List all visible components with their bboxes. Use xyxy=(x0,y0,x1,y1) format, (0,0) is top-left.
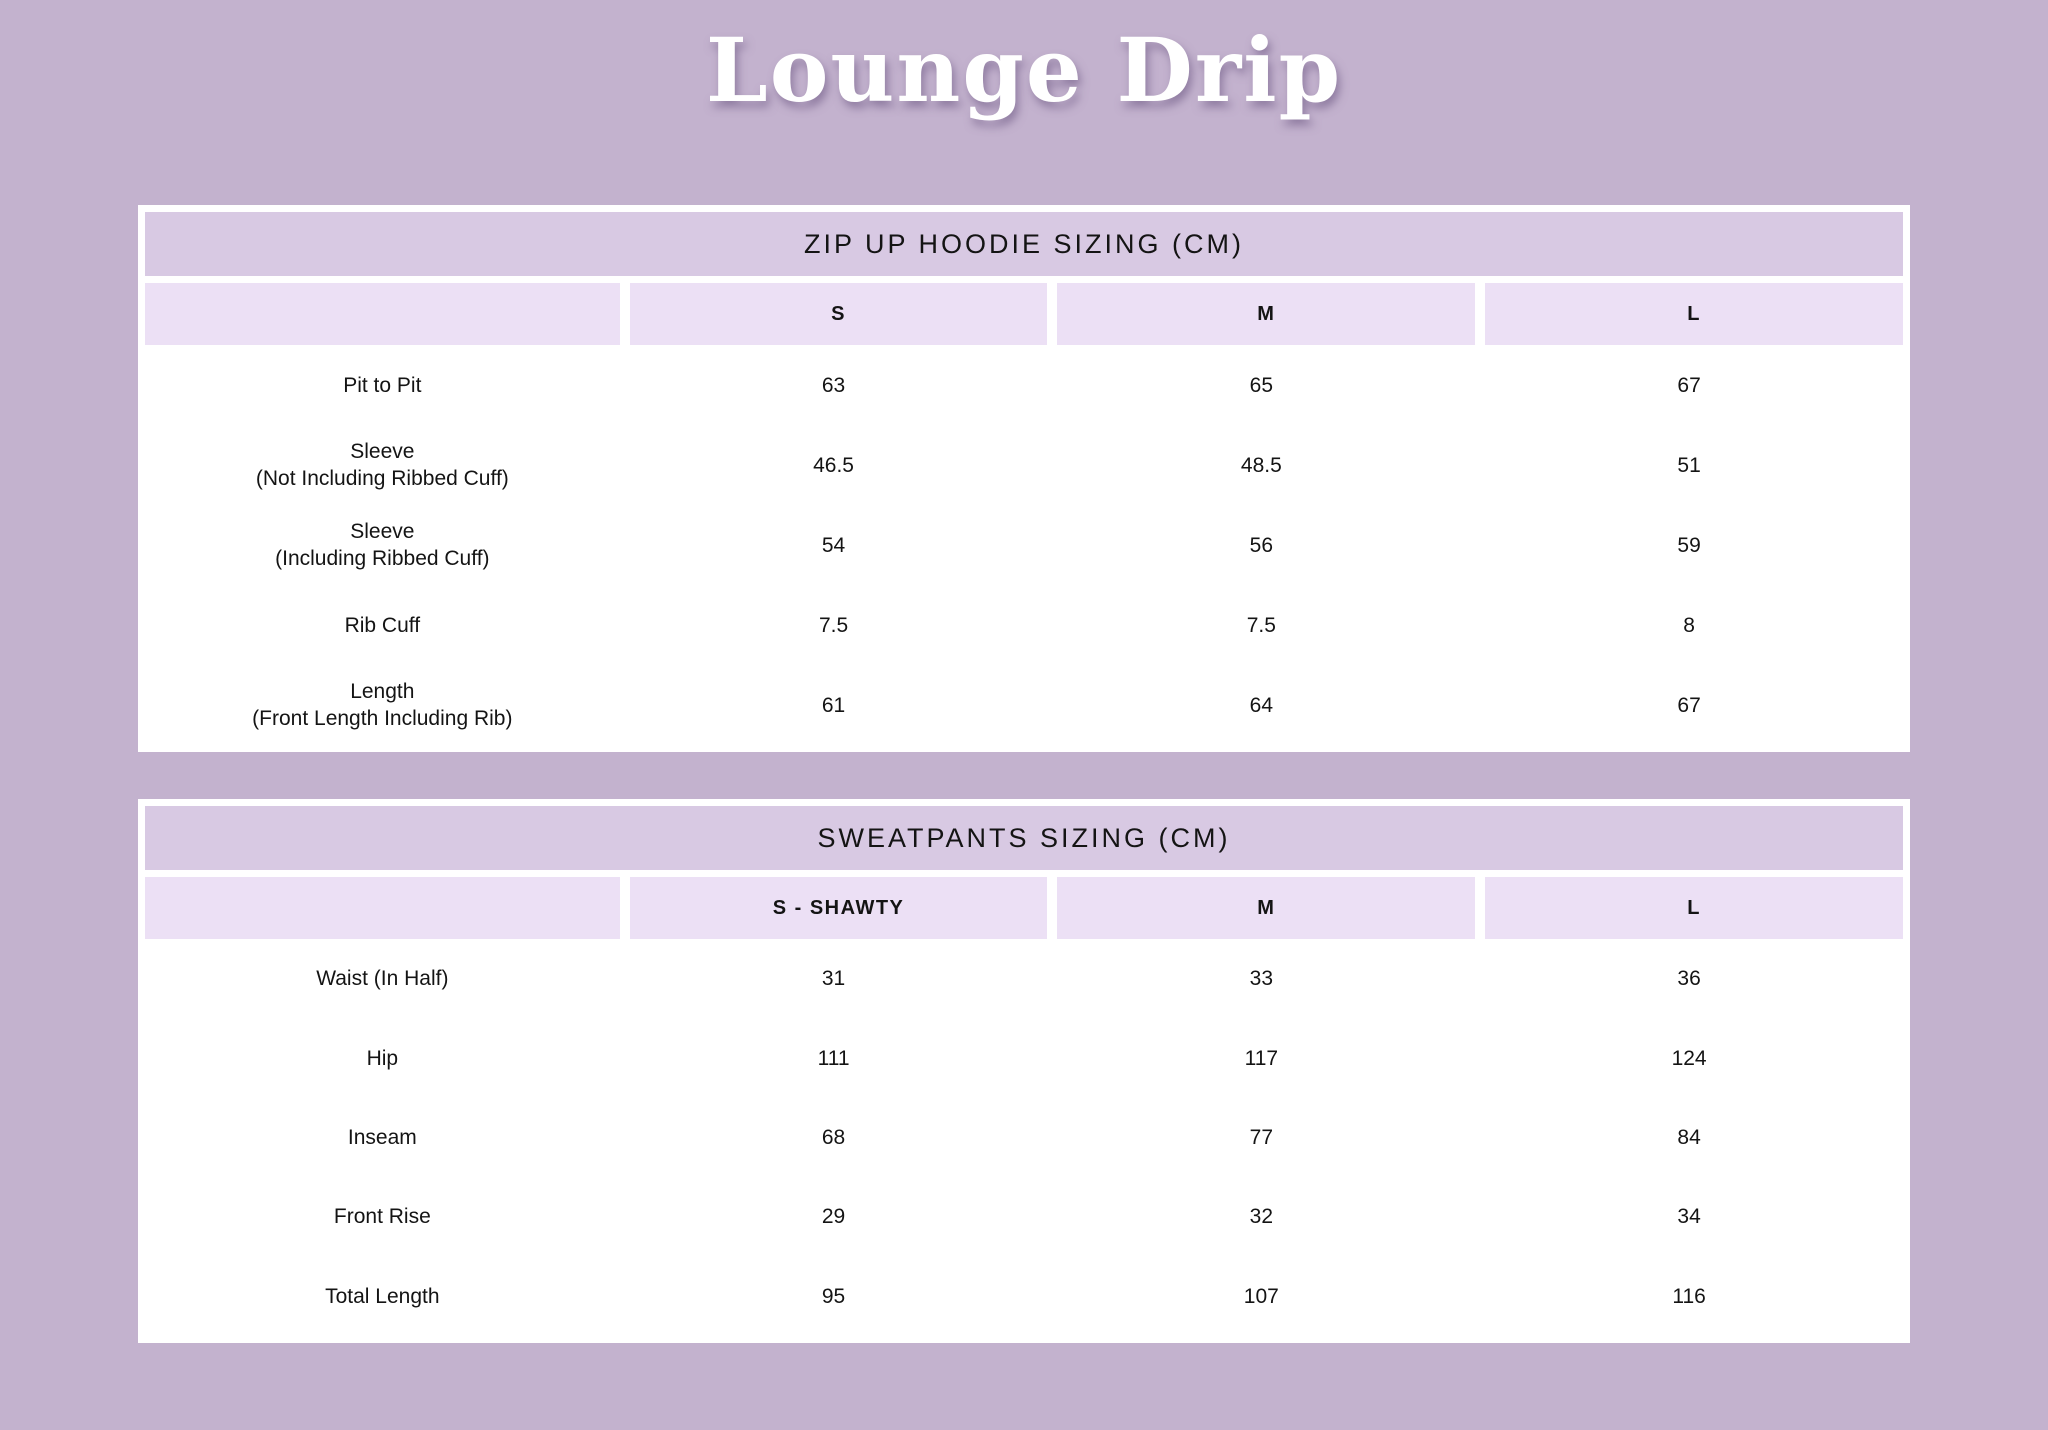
cell-value: 33 xyxy=(1249,967,1273,991)
header-cell-s-shawty: S - SHAWTY xyxy=(630,877,1048,939)
row-label-sub: (Including Ribbed Cuff) xyxy=(275,547,490,570)
row-label-main: Sleeve xyxy=(350,520,415,543)
cell-value: 48.5 xyxy=(1240,453,1282,477)
cell-value: 56 xyxy=(1249,533,1273,557)
row-label xyxy=(145,1203,620,1230)
cell-value: 7.5 xyxy=(1246,613,1276,637)
cell-value: 77 xyxy=(1249,1126,1273,1150)
table-title: SWEATPANTS SIZING (CM) xyxy=(145,806,1903,870)
row-label-main: Hip xyxy=(366,1046,399,1070)
cell-value: 116 xyxy=(1672,1284,1706,1308)
header-cell-l: L xyxy=(1485,283,1903,345)
cell-value: 65 xyxy=(1249,373,1273,397)
cell-value: 84 xyxy=(1677,1126,1701,1150)
brand-logo: Lounge Drip xyxy=(705,18,1343,122)
header-cell-l: L xyxy=(1485,877,1903,939)
header-cell-blank xyxy=(145,283,620,345)
cell-value: 107 xyxy=(1243,1284,1279,1308)
cell-value: 124 xyxy=(1671,1046,1707,1070)
row-label xyxy=(145,518,620,572)
cell-value: 31 xyxy=(821,967,846,991)
row-label-main: Inseam xyxy=(347,1126,417,1150)
row-label-sub: (Not Including Ribbed Cuff) xyxy=(255,467,509,490)
header-cell-blank xyxy=(145,877,620,939)
row-label xyxy=(145,372,620,399)
table-row xyxy=(145,1018,1903,1097)
row-label-main: Rib Cuff xyxy=(344,613,421,637)
cell-value: 29 xyxy=(821,1205,846,1229)
size-header-row xyxy=(145,877,1903,939)
row-label-sub: (Front Length Including Rib) xyxy=(252,707,513,730)
cell-value: 8 xyxy=(1683,613,1695,637)
cell-value: 46.5 xyxy=(813,453,854,477)
row-label xyxy=(145,1124,620,1151)
row-label-main: Total Length xyxy=(325,1284,440,1308)
cell-value: 111 xyxy=(817,1046,850,1070)
cell-value: 68 xyxy=(821,1126,846,1150)
cell-value: 61 xyxy=(821,693,846,717)
size-header-row xyxy=(145,283,1903,345)
hoodie-sizing-table xyxy=(138,205,1910,752)
table-row xyxy=(145,665,1903,745)
cell-value: 54 xyxy=(821,533,846,557)
row-label xyxy=(145,678,620,732)
header-cell-m: M xyxy=(1057,283,1475,345)
table-row xyxy=(145,1177,1903,1256)
row-label xyxy=(145,438,620,492)
table-row xyxy=(145,585,1903,665)
cell-value: 95 xyxy=(821,1284,846,1308)
cell-value: 51 xyxy=(1677,453,1701,477)
row-label xyxy=(145,965,620,992)
cell-value: 7.5 xyxy=(818,613,849,637)
table-row xyxy=(145,1257,1903,1336)
cell-value: 34 xyxy=(1677,1205,1701,1229)
table-row xyxy=(145,939,1903,1018)
cell-value: 36 xyxy=(1677,967,1701,991)
cell-value: 64 xyxy=(1249,693,1273,717)
cell-value: 59 xyxy=(1677,533,1701,557)
cell-value: 67 xyxy=(1677,693,1701,717)
row-label xyxy=(145,1283,620,1310)
cell-value: 117 xyxy=(1244,1046,1279,1070)
cell-value: 32 xyxy=(1249,1205,1273,1229)
row-label-main: Length xyxy=(350,680,415,703)
cell-value: 63 xyxy=(821,373,846,397)
row-label xyxy=(145,1045,620,1072)
table-row xyxy=(145,425,1903,505)
row-label-main: Sleeve xyxy=(350,440,415,463)
table-title: ZIP UP HOODIE SIZING (CM) xyxy=(145,212,1903,276)
header-cell-m: M xyxy=(1057,877,1475,939)
header-cell-s: S xyxy=(630,283,1048,345)
table-row xyxy=(145,505,1903,585)
row-label xyxy=(145,612,620,639)
cell-value: 67 xyxy=(1677,373,1701,397)
row-label-main: Front Rise xyxy=(333,1205,431,1229)
table-body xyxy=(145,939,1903,1336)
table-row xyxy=(145,1098,1903,1177)
table-body xyxy=(145,345,1903,745)
row-label-main: Waist (In Half) xyxy=(316,967,449,991)
sweatpants-sizing-table xyxy=(138,799,1910,1343)
row-label-main: Pit to Pit xyxy=(343,373,422,397)
table-row xyxy=(145,345,1903,425)
